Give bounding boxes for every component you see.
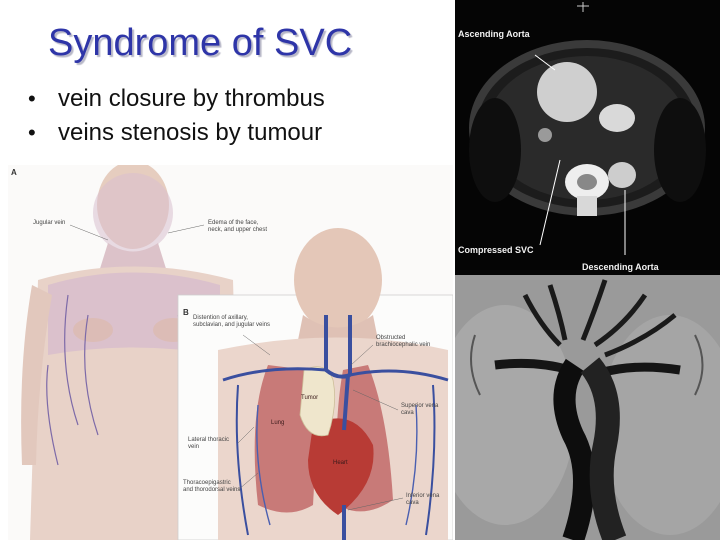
bullet-item [28, 82, 325, 116]
ct-scan-figure [455, 0, 720, 275]
heart-label: Heart [333, 460, 348, 466]
panel-b-label: B [183, 308, 189, 317]
jugular-vein-label: Jugular vein [33, 220, 66, 226]
bullet-item [28, 116, 325, 150]
svc-illustration [8, 165, 453, 540]
thoracoepigastric-label: Thoracoepigastric and thorodorsal veins [183, 480, 241, 493]
bullet-dot-icon: • [28, 86, 36, 111]
ivc-label: Inferior vena cava [406, 493, 440, 506]
bullet-dot-icon: • [28, 120, 36, 145]
lung-label: Lung [271, 420, 285, 426]
bullet-list [28, 82, 325, 150]
descending-aorta-label: Descending Aorta [582, 262, 659, 272]
ascending-aorta-label: Ascending Aorta [458, 29, 530, 39]
distention-label: Distention of axillary, subclavian, and jugular veins [193, 315, 271, 328]
tumor-label: Tumor [301, 395, 319, 401]
angiogram-figure [455, 275, 720, 540]
panel-a-label: A [11, 168, 17, 177]
compressed-svc-label: Compressed SVC [458, 245, 534, 255]
bullet-text: vein closure by thrombus [58, 85, 325, 112]
slide-title: Syndrome of SVC [48, 22, 353, 64]
bullet-text: veins stenosis by tumour [58, 119, 323, 146]
lateral-thoracic-label: Lateral thoracic vein [188, 437, 230, 450]
obstructed-vein-label: Obstructed brachiocephalic vein [376, 335, 431, 348]
angiogram-image [455, 275, 720, 540]
edema-label: Edema of the face, neck, and upper chest [208, 220, 268, 233]
svc-label: Superior vena cava [401, 403, 439, 416]
ct-scan-image [455, 0, 720, 275]
